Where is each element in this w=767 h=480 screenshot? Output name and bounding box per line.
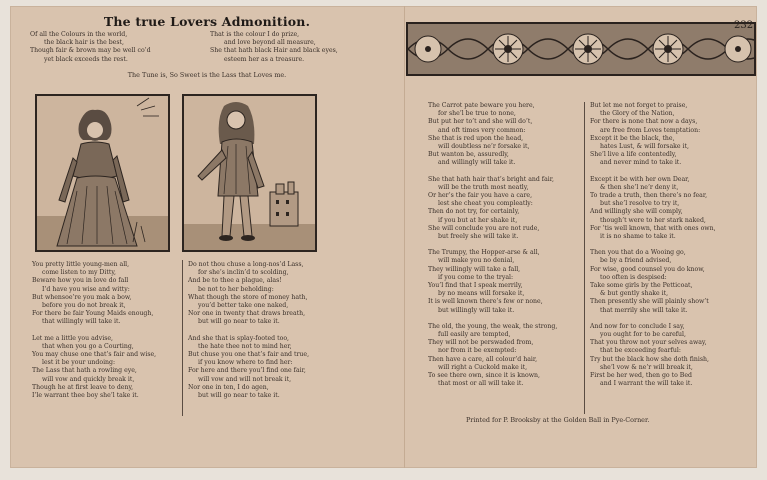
verse-line: you ought for to be careful, bbox=[600, 331, 686, 339]
verse-line: Nor one in ten, I do agen, bbox=[188, 383, 269, 391]
verse-line: I’le warrant thee boy she’l take it. bbox=[32, 392, 139, 400]
verse-line: Let me a little you advise, bbox=[32, 334, 114, 342]
verse-line: full easily are tempted, bbox=[438, 331, 511, 339]
verse-line: They willingly will take a fall, bbox=[428, 265, 521, 273]
verse-column-1 bbox=[32, 261, 156, 408]
floral-ornament-icon bbox=[408, 24, 754, 74]
verse-line: For here and there you’l find one fair, bbox=[188, 367, 306, 375]
verse-line: I’d have you wise and witty: bbox=[42, 285, 130, 293]
intro-line: Though fair & brown may be well co’d bbox=[30, 47, 151, 55]
page-fold bbox=[404, 6, 405, 468]
verse-line: for she’s inclin’d to scolding, bbox=[198, 269, 289, 277]
verse-line: But chuse you one that’s fair and true, bbox=[188, 351, 310, 359]
intro-line: Of all the Colours in the world, bbox=[30, 31, 128, 38]
verse-line: come listen to my Ditty, bbox=[42, 269, 116, 277]
verse-line: Then presently she will plainly show’t bbox=[590, 298, 709, 306]
verse-line: and willingly will take it. bbox=[438, 159, 516, 167]
stanza bbox=[428, 249, 557, 315]
column-divider bbox=[584, 102, 585, 414]
verse-line: Do not thou chuse a long-nos’d Lass, bbox=[188, 261, 304, 268]
verse-line: For there be fair Young Maids enough, bbox=[32, 310, 154, 318]
broadside-sheet bbox=[10, 6, 757, 468]
verse-line: Though he at first leave to deny, bbox=[32, 383, 134, 391]
column-divider bbox=[182, 260, 183, 416]
verse-line: For wise, good counsel you do know, bbox=[590, 265, 705, 273]
woodcut-man bbox=[182, 94, 317, 252]
verse-line: be not to her beholding: bbox=[198, 285, 274, 293]
verse-line: the Glory of the Nation, bbox=[600, 110, 675, 118]
verse-line: You pretty little young-men all, bbox=[32, 261, 130, 268]
verse-line: that merrily she will take it. bbox=[600, 306, 688, 314]
verse-line: by no means will forsake it, bbox=[438, 290, 525, 298]
intro-line: She that hath black Hair and black eyes, bbox=[210, 47, 338, 55]
verse-line: And she that is splay-footed too, bbox=[188, 334, 290, 342]
verse-line: The Carrot pate beware you here, bbox=[428, 102, 535, 109]
verse-line: They will not be perswaded from, bbox=[428, 339, 534, 347]
stanza bbox=[428, 176, 557, 242]
verse-line: will doubtless ne’r forsake it, bbox=[438, 143, 530, 151]
intro-line: and love beyond all measure, bbox=[224, 39, 316, 47]
verse-line: Nor one in twenty that draws breath, bbox=[188, 310, 306, 318]
stanza bbox=[428, 102, 557, 168]
verse-line: Try but the black how she doth finish, bbox=[590, 355, 709, 363]
woodcut-woman bbox=[35, 94, 170, 252]
verse-line: nor from it be exempted: bbox=[438, 347, 517, 355]
verse-line: be by a friend advised, bbox=[600, 257, 672, 265]
verse-line: it is no shame to take it. bbox=[600, 233, 676, 241]
verse-line: The old, the young, the weak, the strong, bbox=[428, 322, 558, 330]
verse-line: she’l vow & ne’r will break it, bbox=[600, 363, 693, 371]
verse-line: that when you go a Courting, bbox=[42, 342, 134, 350]
verse-line: It is well known there’s few or none, bbox=[428, 298, 543, 306]
verse-line: but she’l resolve to try it, bbox=[600, 200, 680, 208]
verse-line: And be to thee a plague, alas! bbox=[188, 277, 282, 285]
verse-line: First be her wed, then go to Bed bbox=[590, 372, 692, 380]
verse-line: She’l live a life contentedly, bbox=[590, 151, 677, 159]
verse-line: and I warrant the will take it. bbox=[600, 380, 693, 388]
verse-line: But let me not forget to praise, bbox=[590, 102, 688, 109]
verse-line: Except it be with her own Dear, bbox=[590, 175, 690, 183]
verse-line: Then do not try, for certainly, bbox=[428, 208, 520, 216]
verse-line: that be exceeding fearful: bbox=[600, 347, 681, 355]
verse-line: To see there own, since it is known, bbox=[428, 372, 540, 380]
verse-line: To trade a truth, then there’s no fear, bbox=[590, 192, 708, 200]
verse-line: and oft times very common: bbox=[438, 126, 526, 134]
ornamental-border bbox=[406, 22, 756, 76]
verse-line: & then she’l ne’r deny it, bbox=[600, 183, 679, 191]
verse-line: The Lass that hath a rowling eye, bbox=[32, 367, 137, 375]
man-figure-icon bbox=[184, 96, 315, 250]
verse-line: hates Lust, & will forsake it, bbox=[600, 143, 689, 151]
verse-line: Then have a care, all colour’d hair, bbox=[428, 355, 538, 363]
intro-right bbox=[210, 31, 338, 64]
verse-line: And now for to conclude I say, bbox=[590, 322, 685, 330]
verse-column-2 bbox=[188, 261, 309, 408]
verse-line: Beware how you in love do fall bbox=[32, 277, 129, 285]
verse-line: You’l find that I speak merrily, bbox=[428, 282, 523, 290]
verse-line: if you but at her shake it, bbox=[438, 216, 518, 224]
verse-line: will make you no denial, bbox=[438, 257, 515, 265]
verse-line: Then you that do a Wooing go, bbox=[590, 249, 686, 257]
imprint-line: Printed for P. Brooksby at the Golden Ball in Pye-Corner. bbox=[466, 416, 650, 424]
verse-line: will vow and quickly break it, bbox=[42, 375, 135, 383]
verse-line: that willingly will take it. bbox=[42, 318, 121, 326]
verse-line: Take some girls by the Petticoat, bbox=[590, 282, 693, 290]
verse-line: What though the store of money hath, bbox=[188, 293, 308, 301]
stanza bbox=[590, 102, 716, 168]
verse-line: And willingly she will comply, bbox=[590, 208, 683, 216]
verse-line: that most or all will take it. bbox=[438, 380, 524, 388]
verse-line: too often is despised: bbox=[600, 273, 667, 281]
verse-line: will right a Cuckold make it, bbox=[438, 363, 528, 371]
verse-line: if you come to the tryal: bbox=[438, 273, 514, 281]
verse-line: She that is red upon the head, bbox=[428, 134, 524, 142]
verse-line: But put her to’t and she will do’t, bbox=[428, 118, 533, 126]
verse-line: though’t were to her stark naked, bbox=[600, 216, 706, 224]
verse-line: you’d better take one naked, bbox=[198, 302, 289, 310]
verse-line: Or her’s the fair you have a care, bbox=[428, 192, 533, 200]
verse-line: But whensoe’re you mak a bow, bbox=[32, 293, 132, 301]
verse-line: the hate thee not to mind her, bbox=[198, 342, 292, 350]
verse-line: are free from Loves temptation: bbox=[600, 126, 701, 134]
stanza bbox=[32, 335, 156, 401]
woman-figure-icon bbox=[37, 96, 168, 250]
verse-line: will vow and will not break it, bbox=[198, 375, 292, 383]
stanza bbox=[590, 176, 716, 242]
ballad-title: The true Lovers Admonition. bbox=[103, 14, 311, 29]
verse-line: if you know where to find her: bbox=[198, 359, 293, 367]
verse-line: For ’tis well known, that with ones own, bbox=[590, 224, 716, 232]
verse-line: That you throw not your selves away, bbox=[590, 339, 707, 347]
verse-line: lest it be your undoing: bbox=[42, 359, 116, 367]
stanza bbox=[590, 323, 716, 389]
stanza bbox=[188, 335, 309, 401]
stanza bbox=[32, 261, 156, 327]
intro-line: yet black exceeds the rest. bbox=[44, 55, 128, 63]
verse-line: But wanton be, assuredly, bbox=[428, 151, 509, 159]
verse-line: for she’l be true to none, bbox=[438, 110, 516, 118]
intro-left bbox=[30, 31, 151, 64]
verse-line: The Trumpy, the Hopper-arse & all, bbox=[428, 249, 540, 257]
verse-line: She will conclude you are not rude, bbox=[428, 224, 540, 232]
verse-line: but will go near to take it. bbox=[198, 392, 280, 400]
verse-line: & but gently shake it, bbox=[600, 290, 669, 298]
verse-column-4 bbox=[590, 102, 716, 397]
verse-line: and never mind to take it. bbox=[600, 159, 682, 167]
verse-line: Except it be the black, the, bbox=[590, 134, 675, 142]
intro-line: the black hair is the best, bbox=[44, 39, 124, 47]
stanza bbox=[188, 261, 309, 327]
tune-line: The Tune is, So Sweet is the Lass that Loves me. bbox=[127, 71, 287, 79]
verse-line: but freely she will take it. bbox=[438, 233, 519, 241]
verse-line: will be the truth most neatly, bbox=[438, 183, 529, 191]
verse-line: before you do not break it, bbox=[42, 302, 126, 310]
verse-line: She that hath hair that’s bright and fair, bbox=[428, 175, 555, 183]
verse-line: but will go near to take it. bbox=[198, 318, 280, 326]
stanza bbox=[590, 249, 716, 315]
verse-line: For there is none that now a days, bbox=[590, 118, 698, 126]
stanza bbox=[428, 323, 557, 389]
verse-column-3 bbox=[428, 102, 557, 397]
intro-line: That is the colour I do prize, bbox=[210, 31, 300, 38]
page-number: 232 bbox=[734, 20, 754, 31]
intro-line: esteem her as a treasure. bbox=[224, 55, 305, 63]
verse-line: lest she cheat you compleatly: bbox=[438, 200, 533, 208]
verse-line: You may chuse one that’s fair and wise, bbox=[32, 351, 157, 359]
verse-line: but willingly will take it. bbox=[438, 306, 515, 314]
